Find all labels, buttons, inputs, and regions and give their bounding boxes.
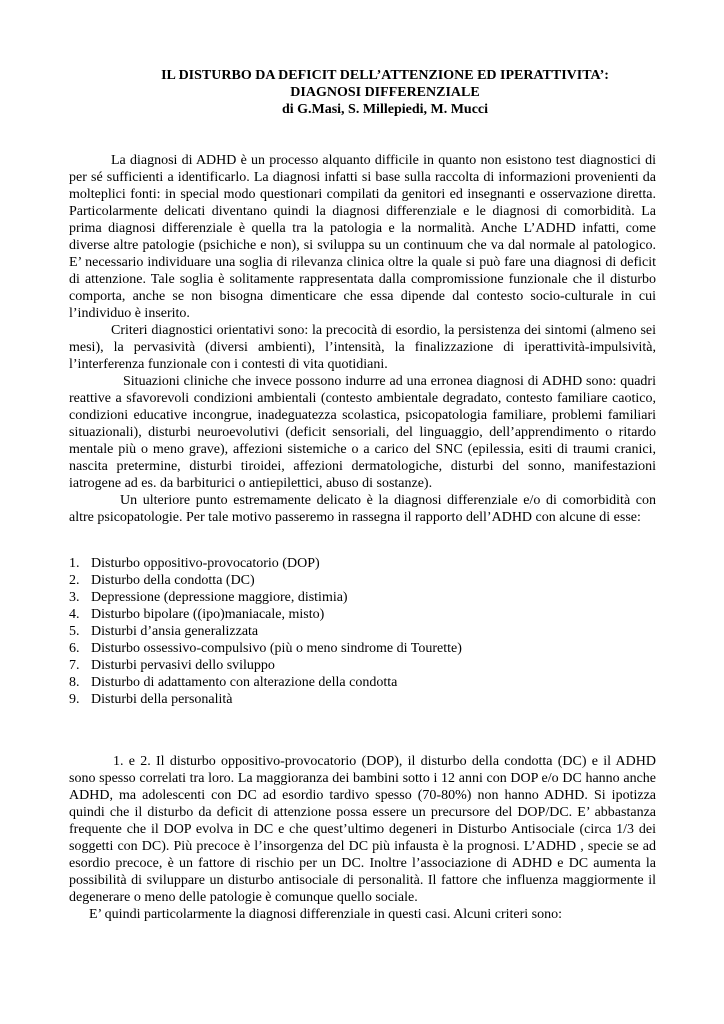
list-item: 3. Depressione (depressione maggiore, distimia): [69, 590, 348, 605]
list-item: 2. Disturbo della condotta (DC): [69, 573, 255, 588]
intro-section: [69, 152, 656, 526]
authors-line: di G.Masi, S. Millepiedi, M. Mucci: [281, 102, 489, 117]
title-line-2: DIAGNOSI DIFFERENZIALE: [290, 85, 480, 100]
disorder-list: [69, 555, 629, 708]
paragraph-4: Un ulteriore punto estremamente delicato è la diagnosi differenziale e/o di comorbidità con altre psicopatologie. Per tale motivo passeremo in rassegna il rapporto dell’ADHD con alcune di esse:: [69, 493, 656, 525]
list-item: 8. Disturbo di adattamento con alterazione della condotta: [69, 675, 398, 690]
document-title: [120, 67, 650, 118]
paragraph-2: Criteri diagnostici orientativi sono: la precocità di esordio, la persistenza dei sintomi (almeno sei mesi), la pervasività (diversi ambienti), l’intensità, la finalizzazione di iperattività-impulsività, l’interferenza funzionale con i contesti di vita quotidiani.: [69, 323, 656, 372]
list-item: 9. Disturbi della personalità: [69, 692, 233, 707]
list-item: 4. Disturbo bipolare ((ipo)maniacale, misto): [69, 607, 325, 622]
title-line-1: IL DISTURBO DA DEFICIT DELL’ATTENZIONE ED IPERATTIVITA’:: [161, 68, 609, 83]
paragraph-6: E’ quindi particolarmente la diagnosi differenziale in questi casi. Alcuni criteri sono:: [89, 907, 562, 922]
list-item: 5. Disturbi d’ansia generalizzata: [69, 624, 259, 639]
list-item: 6. Disturbo ossessivo-compulsivo (più o meno sindrome di Tourette): [69, 641, 462, 656]
paragraph-1: La diagnosi di ADHD è un processo alquanto difficile in quanto non esistono test diagnostici di per sé sufficienti a identificarlo. La diagnosi infatti si base sulla raccolta di informazioni provenienti da molteplici fonti: in special modo questionari compilati da genitori ed insegnanti e osservazione diretta. Particolarmente delicati diventano quindi la diagnosi differenziale e le diagnosi di comorbidità. La prima diagnosi differenziale è quella tra la patologia e la normalità. Anche L’ADHD infatti, come diverse altre patologie (psichiche e non), si sviluppa su un continuum che va dal normale al patologico. E’ necessario individuare una soglia di rilevanza clinica oltre la quale si può fare una diagnosi di deficit di attenzione. Tale soglia è solitamente rappresentata dalla compromissione funzionale che il disturbo comporta, anche se non bisogna dimenticare che essa dipende dal contesto socio-culturale in cui l’individuo è inserito.: [69, 153, 656, 321]
paragraph-3: Situazioni cliniche che invece possono indurre ad una erronea diagnosi di ADHD sono: quadri reattive a sfavorevoli condizioni ambientali (contesto ambientale degradato, contesto familiare caotico, condizioni educative incongrue, inadeguatezza scolastica, psicopatologia familiare, problemi familiari situazionali), disturbi neuroevolutivi (deficit sensoriali, del linguaggio, dell’apprendimento o ritardo mentale più o meno grave), affezioni sistemiche o a carico del SNC (epilessia, esiti di traumi cranici, nascita pretermine, disturbi tiroidei, affezioni dermatologiche, disturbi del sonno, manifestazioni iatrogene ad es. da barbiturici o antiepilettici, abuso di sostanze).: [69, 374, 656, 491]
list-item: 7. Disturbi pervasivi dello sviluppo: [69, 658, 275, 673]
paragraph-5: 1. e 2. Il disturbo oppositivo-provocatorio (DOP), il disturbo della condotta (DC) e il ADHD sono spesso correlati tra loro. La maggioranza dei bambini sotto i 12 anni con DOP e/o DC hanno anche ADHD, ma adolescenti con DC ad esordio tardivo spesso (70-80%) non hanno ADHD. Si ipotizza quindi che il disturbo da deficit di attenzione possa essere un precursore del DOP/DC. E’ abbastanza frequente che il DOP evolva in DC e che quest’ultimo degeneri in Disturbo Antisociale (circa 1/3 dei soggetti con DC). Più precoce è l’insorgenza del DC più infausta è la prognosi. L’ADHD , specie se ad esordio precoce, è un fattore di rischio per un DC. Inoltre l’associazione di ADHD e DC aumenta la possibilità di sviluppare un disturbo antisociale di personalità. Il fattore che influenza maggiormente il degenerare o meno delle patologie è comunque quello sociale.: [69, 754, 656, 905]
list-item: 1. Disturbo oppositivo-provocatorio (DOP): [69, 556, 320, 571]
dop-dc-section: [69, 753, 656, 923]
